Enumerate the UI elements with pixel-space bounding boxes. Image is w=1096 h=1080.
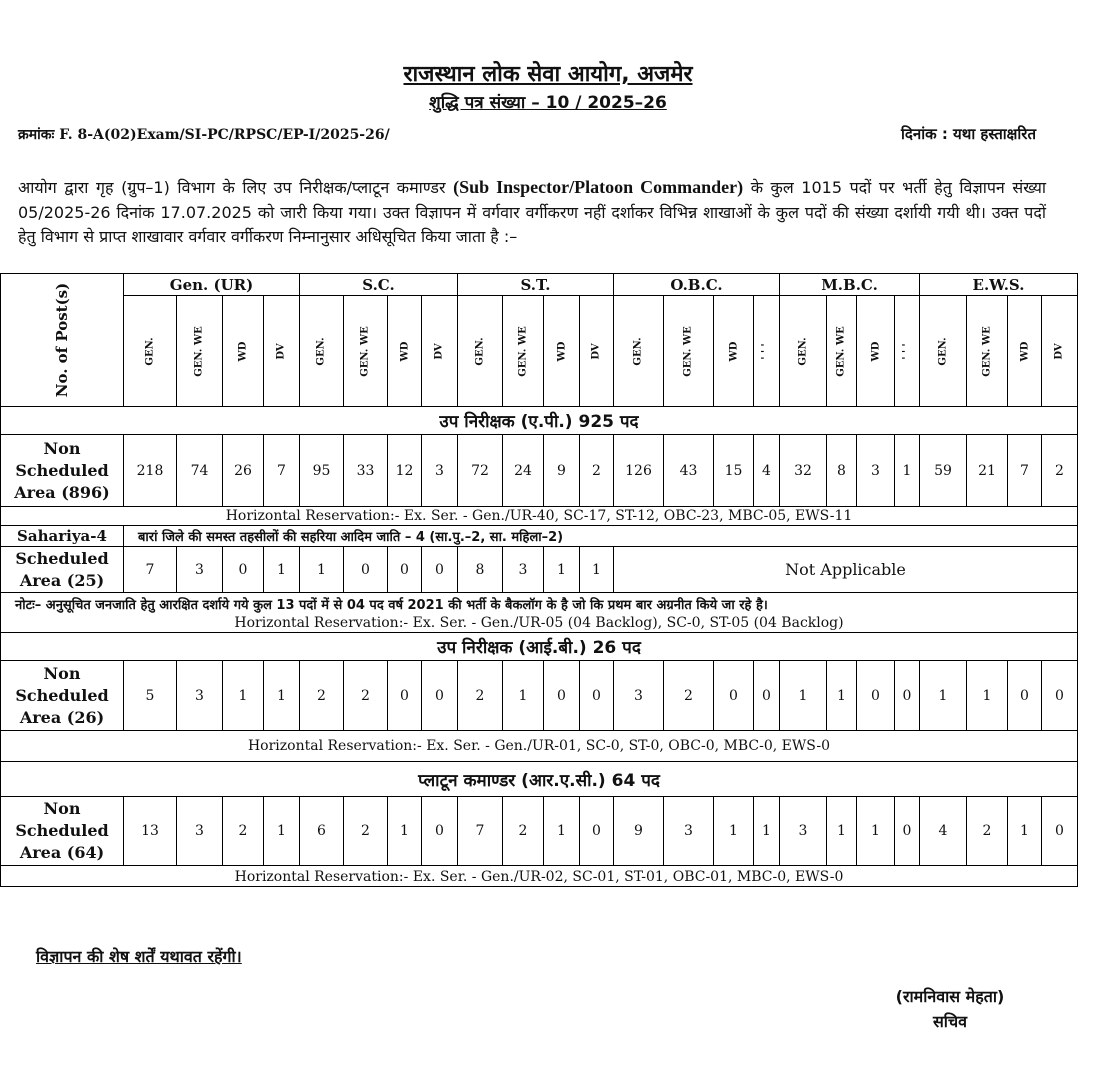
footer-note: विज्ञापन की शेष शर्तें यथावत रहेंगी। bbox=[36, 947, 242, 966]
horizontal-reservation: Horizontal Reservation:- Ex. Ser. - Gen./UR-01, SC-0, ST-0, OBC-0, MBC-0, EWS-0 bbox=[1, 731, 1077, 762]
reference-value: F. 8-A(02)Exam/SI-PC/RPSC/EP-I/2025-26/ bbox=[59, 127, 390, 143]
value-cell: 2 bbox=[343, 797, 387, 865]
subhead-cell: GEN. bbox=[779, 296, 826, 406]
value-cell: 6 bbox=[299, 797, 343, 865]
signatory-designation: सचिव bbox=[932, 1012, 968, 1031]
value-cell: 0 bbox=[421, 797, 457, 865]
value-cell: 1 bbox=[1007, 797, 1041, 865]
value-cell: 3 bbox=[856, 435, 894, 506]
value-cell: 0 bbox=[579, 661, 613, 730]
value-cell: 43 bbox=[663, 435, 713, 506]
value-cell: 1 bbox=[543, 797, 579, 865]
value-cell: 15 bbox=[713, 435, 753, 506]
area-label: Non Scheduled Area (896) bbox=[14, 438, 110, 502]
value-cell: 0 bbox=[1041, 797, 1077, 865]
table-row bbox=[1, 547, 1077, 593]
value-cell: 1 bbox=[387, 797, 421, 865]
value-cell: 26 bbox=[222, 435, 263, 506]
reference-number bbox=[18, 125, 390, 144]
value-cell: 3 bbox=[779, 797, 826, 865]
subhead-cell: DV bbox=[579, 296, 613, 406]
value-cell: 0 bbox=[421, 547, 457, 592]
value-cell: 1 bbox=[713, 797, 753, 865]
intro-part1: आयोग द्वारा गृह (ग्रुप–1) विभाग के लिए उप निरीक्षक/प्लाटून कमाण्डर bbox=[18, 178, 446, 197]
subhead-cell: GEN. bbox=[457, 296, 502, 406]
value-cell: 1 bbox=[222, 661, 263, 730]
value-cell: 12 bbox=[387, 435, 421, 506]
table-header bbox=[1, 274, 1077, 407]
value-cell: 0 bbox=[894, 661, 919, 730]
value-cell: 2 bbox=[502, 797, 543, 865]
section-si-ap-title: उप निरीक्षक (ए.पी.) 925 पद bbox=[1, 407, 1077, 435]
value-cell: 2 bbox=[222, 797, 263, 865]
value-cell: 2 bbox=[966, 797, 1007, 865]
value-cell: 7 bbox=[1007, 435, 1041, 506]
not-applicable-cell: Not Applicable bbox=[613, 547, 1077, 592]
value-cell: 2 bbox=[299, 661, 343, 730]
value-cell: 4 bbox=[919, 797, 966, 865]
value-cell: 0 bbox=[894, 797, 919, 865]
value-cell: 7 bbox=[457, 797, 502, 865]
value-cell: 13 bbox=[123, 797, 176, 865]
intro-part2: के कुल 1015 पदों पर भर्ती हेतु विज्ञापन संख्या 05/2025-26 दिनांक 17.07.2025 को जारी किया गया। उक्त विज्ञापन में वर्गवार वर्गीकरण नहीं दर्शाकर विभिन्न शाखाओं के कुल पदों की संख्या दर्शायी गयी थी। उक्त पदों हेतु विभाग से प्राप्त शाखावार वर्गवार वर्गीकरण निम्नानुसार अधिसूचित किया जाता है :– bbox=[18, 178, 1046, 246]
value-cell: 9 bbox=[613, 797, 663, 865]
value-cell: 0 bbox=[421, 661, 457, 730]
value-cell: 3 bbox=[663, 797, 713, 865]
value-cell: 1 bbox=[263, 547, 299, 592]
signatory-name: (रामनिवास मेहता) bbox=[895, 987, 1005, 1006]
value-cell: 1 bbox=[826, 797, 856, 865]
value-cell: 1 bbox=[856, 797, 894, 865]
value-cell: 33 bbox=[343, 435, 387, 506]
subhead-cell: GEN. WE bbox=[343, 296, 387, 406]
value-cell: 74 bbox=[176, 435, 222, 506]
subhead-cell: WD bbox=[713, 296, 753, 406]
horizontal-reservation: Horizontal Reservation:- Ex. Ser. - Gen./UR-05 (04 Backlog), SC-0, ST-05 (04 Backlog) bbox=[1, 614, 1077, 633]
value-cell: 218 bbox=[123, 435, 176, 506]
subhead-cell: DV bbox=[263, 296, 299, 406]
section-pc-title: प्लाटून कमाण्डर (आर.ए.सी.) 64 पद bbox=[1, 762, 1077, 797]
value-cell: 72 bbox=[457, 435, 502, 506]
sahariya-text: बारां जिले की समस्त तहसीलों की सहरिया आदिम जाति – 4 (सा.पु.–2, सा. महिला–2) bbox=[123, 526, 1077, 546]
group-header: O.B.C. bbox=[613, 274, 779, 296]
reference-label: क्रमांकः bbox=[18, 127, 55, 143]
value-cell: 2 bbox=[663, 661, 713, 730]
value-cell: 1 bbox=[502, 661, 543, 730]
value-cell: 7 bbox=[123, 547, 176, 592]
value-cell: 0 bbox=[343, 547, 387, 592]
value-cell: 1 bbox=[543, 547, 579, 592]
table-row bbox=[1, 661, 1077, 731]
value-cell: 1 bbox=[919, 661, 966, 730]
table-row bbox=[1, 797, 1077, 866]
area-label: Non Scheduled Area (64) bbox=[15, 799, 109, 862]
subhead-cell: WD bbox=[387, 296, 421, 406]
value-cell: 1 bbox=[779, 661, 826, 730]
value-cell: 1 bbox=[299, 547, 343, 592]
subhead-cell: GEN. WE bbox=[826, 296, 856, 406]
value-cell: 1 bbox=[894, 435, 919, 506]
value-cell: 3 bbox=[176, 661, 222, 730]
value-cell: 1 bbox=[753, 797, 779, 865]
value-cell: 95 bbox=[299, 435, 343, 506]
value-cell: 0 bbox=[222, 547, 263, 592]
value-cell: 8 bbox=[826, 435, 856, 506]
group-header: Gen. (UR) bbox=[123, 274, 299, 296]
subhead-cell: ' ' ' bbox=[894, 296, 919, 406]
value-cell: 0 bbox=[387, 547, 421, 592]
subhead-cell: GEN. WE bbox=[502, 296, 543, 406]
page-title: राजस्थान लोक सेवा आयोग, अजमेर bbox=[403, 62, 693, 87]
value-cell: 0 bbox=[753, 661, 779, 730]
value-cell: 2 bbox=[579, 435, 613, 506]
value-cell: 126 bbox=[613, 435, 663, 506]
value-cell: 1 bbox=[579, 547, 613, 592]
value-cell: 1 bbox=[263, 797, 299, 865]
value-cell: 32 bbox=[779, 435, 826, 506]
corrigendum-number: शुद्धि पत्र संख्या – 10 / 2025–26 bbox=[429, 93, 667, 113]
value-cell: 21 bbox=[966, 435, 1007, 506]
value-cell: 3 bbox=[502, 547, 543, 592]
value-cell: 3 bbox=[176, 797, 222, 865]
value-cell: 2 bbox=[343, 661, 387, 730]
group-header: M.B.C. bbox=[779, 274, 919, 296]
value-cell: 0 bbox=[856, 661, 894, 730]
horizontal-reservation: Horizontal Reservation:- Ex. Ser. - Gen./UR-40, SC-17, ST-12, OBC-23, MBC-05, EWS-11 bbox=[1, 507, 1077, 526]
subhead-cell: GEN. bbox=[299, 296, 343, 406]
value-cell: 3 bbox=[176, 547, 222, 592]
value-cell: 8 bbox=[457, 547, 502, 592]
subhead-cell: WD bbox=[1007, 296, 1041, 406]
subhead-cell: DV bbox=[421, 296, 457, 406]
value-cell: 4 bbox=[753, 435, 779, 506]
row-header-label: No. of Post(s) bbox=[52, 282, 71, 398]
sahariya-label: Sahariya-4 bbox=[17, 527, 107, 545]
horizontal-reservation: Horizontal Reservation:- Ex. Ser. - Gen./UR-02, SC-01, ST-01, OBC-01, MBC-0, EWS-0 bbox=[234, 868, 844, 885]
subhead-cell: WD bbox=[222, 296, 263, 406]
subhead-cell: GEN. bbox=[613, 296, 663, 406]
reference-date: दिनांक : यथा हस्ताक्षरित bbox=[901, 125, 1036, 143]
value-cell: 59 bbox=[919, 435, 966, 506]
subhead-cell: GEN. WE bbox=[966, 296, 1007, 406]
subhead-cell: ' ' ' bbox=[753, 296, 779, 406]
subhead-cell: GEN. WE bbox=[176, 296, 222, 406]
backlog-note: नोटः– अनुसूचित जनजाति हेतु आरक्षित दर्शाये गये कुल 13 पदों में से 04 पद वर्ष 2021 की भर्ती के बैकलॉग के है जो कि प्रथम बार अग्रनीत किये जा रहे है। bbox=[15, 597, 768, 613]
value-cell: 5 bbox=[123, 661, 176, 730]
intro-paragraph bbox=[18, 175, 1046, 250]
value-cell: 1 bbox=[966, 661, 1007, 730]
subhead-cell: GEN. WE bbox=[663, 296, 713, 406]
value-cell: 0 bbox=[387, 661, 421, 730]
posts-table bbox=[0, 273, 1078, 887]
value-cell: 7 bbox=[263, 435, 299, 506]
subhead-cell: DV bbox=[1041, 296, 1077, 406]
intro-english: (Sub Inspector/Platoon Commander) bbox=[453, 177, 744, 197]
subhead-cell: WD bbox=[856, 296, 894, 406]
value-cell: 0 bbox=[1041, 661, 1077, 730]
area-label: Non Scheduled Area (26) bbox=[15, 663, 109, 727]
value-cell: 1 bbox=[263, 661, 299, 730]
value-cell: 0 bbox=[579, 797, 613, 865]
table-row bbox=[1, 435, 1077, 507]
area-label: Scheduled Area (25) bbox=[15, 548, 109, 590]
value-cell: 9 bbox=[543, 435, 579, 506]
section-si-ib-title: उप निरीक्षक (आई.बी.) 26 पद bbox=[1, 633, 1077, 661]
value-cell: 2 bbox=[457, 661, 502, 730]
value-cell: 0 bbox=[713, 661, 753, 730]
subhead-cell: GEN. bbox=[919, 296, 966, 406]
value-cell: 3 bbox=[421, 435, 457, 506]
group-header: E.W.S. bbox=[919, 274, 1077, 296]
value-cell: 24 bbox=[502, 435, 543, 506]
value-cell: 2 bbox=[1041, 435, 1077, 506]
value-cell: 1 bbox=[826, 661, 856, 730]
value-cell: 3 bbox=[613, 661, 663, 730]
sahariya-row bbox=[1, 526, 1077, 547]
group-header: S.T. bbox=[457, 274, 613, 296]
group-header: S.C. bbox=[299, 274, 457, 296]
value-cell: 0 bbox=[543, 661, 579, 730]
subhead-cell: GEN. bbox=[123, 296, 176, 406]
value-cell: 0 bbox=[1007, 661, 1041, 730]
subhead-cell: WD bbox=[543, 296, 579, 406]
